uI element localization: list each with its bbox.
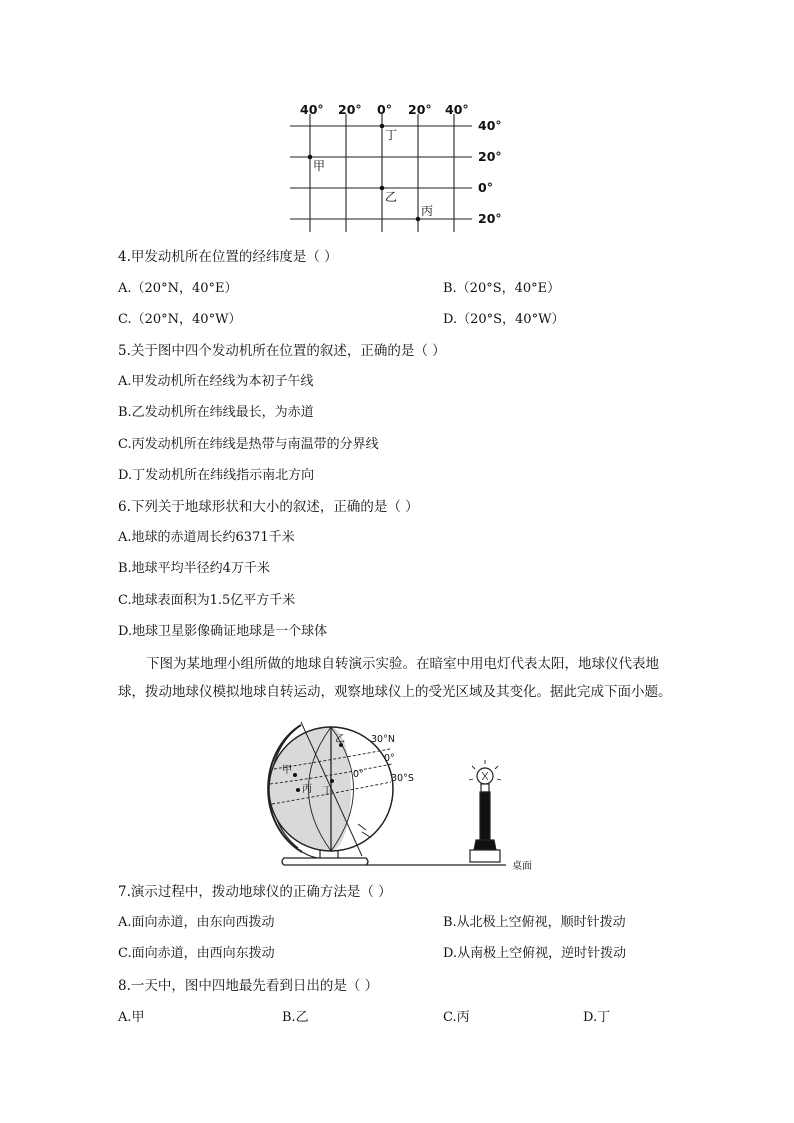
q4-option-d[interactable]: D.（20°S，40°W）: [443, 312, 565, 327]
q8-option-a[interactable]: A.甲: [118, 1010, 145, 1025]
globe-label-0: 0°: [384, 753, 395, 764]
globe-point-jia-label: 甲: [282, 765, 292, 776]
q7-option-a[interactable]: A.面向赤道，由东向西拨动: [118, 915, 275, 930]
globe-point-ding-label: 丁: [322, 786, 332, 797]
right-label-2: 20°: [478, 149, 502, 164]
point-jia-dot: [308, 155, 313, 160]
q8-option-b[interactable]: B.乙: [282, 1010, 309, 1025]
q4-option-c[interactable]: C.（20°N，40°W）: [118, 312, 242, 327]
question-7-stem: 7.演示过程中，拨动地球仪的正确方法是（ ）: [118, 884, 392, 900]
q6-option-b[interactable]: B.地球平均半径约4万千米: [118, 561, 270, 576]
top-label-2: 20°: [338, 102, 362, 117]
q4-option-a[interactable]: A.（20°N，40°E）: [118, 281, 238, 296]
intro-paragraph: 下图为某地理小组所做的地球自转演示实验。在暗室中用电灯代表太阳，地球仪代表地球，拨动地球仪模拟地球自转运动，观察地球仪上的受光区域及其变化。据此完成下面小题。: [118, 656, 672, 700]
top-label-1: 40°: [300, 102, 324, 117]
q6-option-d[interactable]: D.地球卫星影像确证地球是一个球体: [118, 624, 328, 639]
point-yi-dot: [380, 186, 385, 191]
point-bing-label: 丙: [421, 204, 434, 218]
globe-label-30n: 30°N: [371, 734, 395, 745]
globe-point-yi-label: 乙: [335, 734, 345, 745]
q8-option-c[interactable]: C.丙: [443, 1010, 470, 1025]
globe-point-jia-dot: [293, 773, 297, 777]
q7-option-b[interactable]: B.从北极上空俯视，顺时针拨动: [443, 915, 626, 930]
lat-lon-grid-figure: [280, 98, 510, 234]
globe-point-bing-label: 丙: [302, 784, 312, 795]
q7-option-d[interactable]: D.从南极上空俯视，逆时针拨动: [443, 946, 627, 961]
right-label-1: 40°: [478, 118, 502, 133]
point-bing-dot: [416, 217, 421, 222]
q8-option-d[interactable]: D.丁: [583, 1010, 611, 1025]
point-jia-label: 甲: [313, 159, 326, 173]
q4-option-b[interactable]: B.（20°S，40°E）: [443, 281, 561, 296]
top-label-5: 40°: [445, 102, 469, 117]
right-label-3: 0°: [478, 180, 493, 195]
q6-option-c[interactable]: C.地球表面积为1.5亿平方千米: [118, 593, 296, 608]
point-ding-dot: [380, 124, 385, 129]
q5-option-b[interactable]: B.乙发动机所在纬线最长，为赤道: [118, 405, 314, 420]
desk-label: 桌面: [512, 861, 532, 872]
right-label-4: 20°: [478, 211, 502, 226]
point-ding-label: 丁: [385, 128, 398, 142]
q5-option-d[interactable]: D.丁发动机所在纬线指示南北方向: [118, 468, 315, 483]
globe-experiment-figure: [258, 712, 550, 872]
q5-option-a[interactable]: A.甲发动机所在经线为本初子午线: [118, 374, 314, 389]
top-label-4: 20°: [408, 102, 432, 117]
globe-point-ding-dot: [330, 779, 334, 783]
question-4-stem: 4.甲发动机所在位置的经纬度是（ ）: [118, 249, 338, 265]
question-6-stem: 6.下列关于地球形状和大小的叙述，正确的是（ ）: [118, 499, 419, 515]
point-yi-label: 乙: [385, 190, 398, 204]
question-8-stem: 8.一天中，图中四地最先看到日出的是（ ）: [118, 978, 379, 994]
globe-label-center-0: 0°: [353, 769, 364, 780]
globe-label-30s: 30°S: [391, 773, 414, 784]
q6-option-a[interactable]: A.地球的赤道周长约6371千米: [118, 530, 295, 545]
top-label-3: 0°: [377, 102, 392, 117]
q5-option-c[interactable]: C.丙发动机所在纬线是热带与南温带的分界线: [118, 437, 379, 452]
globe-point-bing-dot: [296, 788, 300, 792]
q7-option-c[interactable]: C.面向赤道，由西向东拨动: [118, 946, 275, 961]
question-5-stem: 5.关于图中四个发动机所在位置的叙述，正确的是（ ）: [118, 343, 446, 359]
